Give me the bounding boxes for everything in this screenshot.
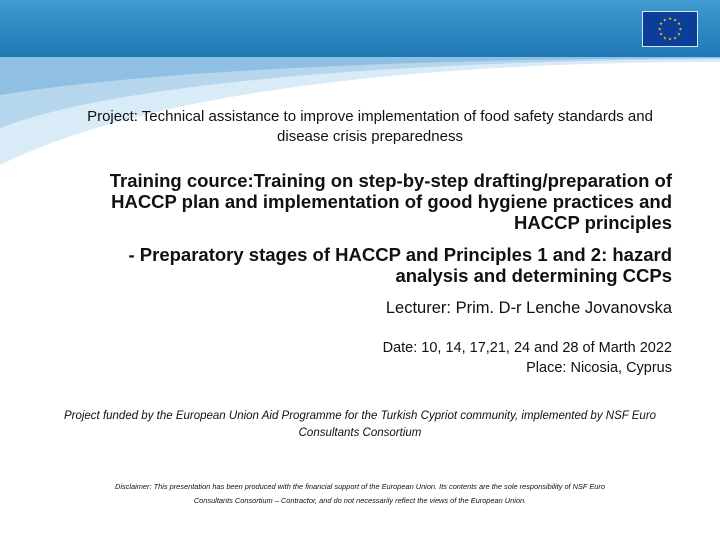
disclaimer-text: Disclaimer: This presentation has been produced with the financial support of the European Union. Its contents are the sole responsibility of NSF Euro Consultants Consortium – Contractor, and do not necessarily reflect the views of the European Union.: [115, 482, 605, 505]
star-icon: ★: [673, 35, 678, 41]
star-icon: ★: [659, 21, 663, 27]
training-subtitle: - Preparatory stages of HACCP and Principles 1 and 2: hazard analysis and determining CCPs: [128, 244, 672, 286]
eu-flag-logo: [642, 11, 698, 47]
star-icon: ★: [657, 26, 662, 32]
star-icon: ★: [678, 26, 683, 32]
training-dates: Date: 10, 14, 17,21, 24 and 28 of Marth 2022: [382, 340, 672, 356]
lecturer-name: Lecturer: Prim. D-r Lenche Jovanovska: [385, 299, 672, 317]
header-bar: [0, 0, 720, 57]
eu-stars-icon: [643, 12, 697, 46]
star-icon: ★: [668, 15, 672, 21]
star-icon: ★: [662, 35, 667, 41]
star-icon: ★: [668, 36, 672, 42]
project-statement: Project: Technical assistance to improve implementation of food safety standards and disease crisis preparedness: [87, 108, 653, 145]
star-icon: ★: [659, 31, 663, 37]
training-title: Training cource:Training on step-by-step drafting/preparation of HACCP plan and implementation of good hygiene practices and HACCP principles: [109, 170, 672, 233]
star-icon: ★: [677, 21, 681, 27]
star-icon: ★: [662, 17, 667, 23]
star-icon: ★: [677, 31, 681, 37]
training-place: Place: Nicosia, Cyprus: [526, 360, 672, 376]
star-icon: ★: [673, 17, 678, 23]
funding-statement: Project funded by the European Union Aid Programme for the Turkish Cypriot community, implemented by NSF Euro Consultants Consortium: [63, 410, 657, 439]
